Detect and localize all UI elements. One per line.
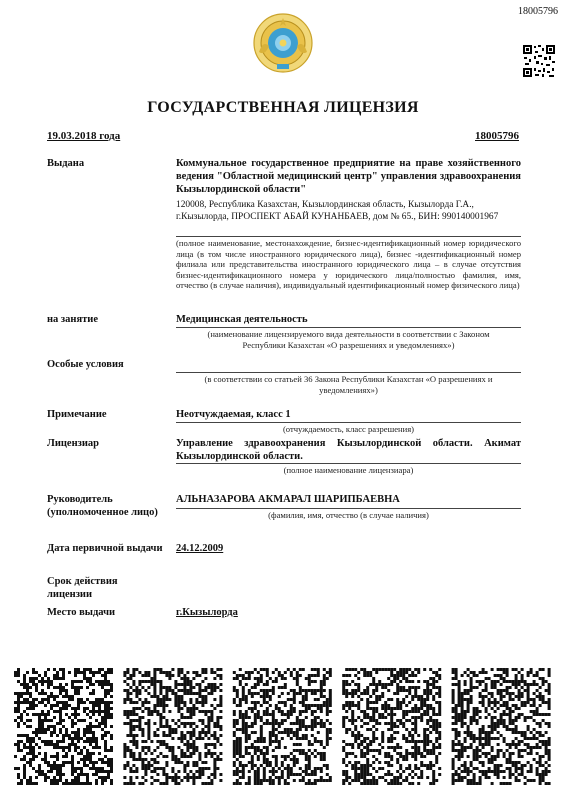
activity-label: на занятие — [47, 314, 98, 325]
licensor-hint: (полное наименование лицензиара) — [283, 465, 414, 475]
divider — [176, 236, 521, 237]
divider — [176, 327, 521, 328]
activity-hint: (наименование лицензируемого вида деятельности в соответствии с Законом Республики Казахстан «О разрешениях и уведомлениях») — [207, 329, 490, 350]
activity-value: Медицинская деятельность — [176, 314, 308, 325]
head-value: АЛЬНАЗАРОВА АКМАРАЛ ШАРИПБАЕВНА — [176, 494, 400, 505]
issued-to-hint: (полное наименование, местонахождение, бизнес-идентификационный номер юридического лица (в том числе иностранного юридического лица), бизнес -идентификационный номер филиала или представительства иностранного юридического лица – в случае отсутствия бизнес-идентификационного номера у юридического лица/полностью фамилия, имя, отчество (в случае наличия), индивидуальный идентификационный номер физического лица) — [176, 238, 521, 290]
validity-label-sub: лицензии — [47, 589, 93, 600]
license-number: 18005796 — [475, 130, 519, 142]
2d-barcode-icon — [233, 668, 332, 785]
divider — [176, 372, 521, 373]
qr-code-icon — [522, 44, 556, 78]
first-issue-value: 24.12.2009 — [176, 543, 224, 554]
special-conditions-hint: (в соответствии со статьей 36 Закона Республики Казахстан «О разрешениях и уведомлениях») — [204, 374, 493, 395]
head-hint: (фамилия, имя, отчество (в случае наличия) — [268, 510, 429, 520]
issued-to-organization: Коммунальное государственное предприятие на праве хозяйственного ведения "Областной медицинский центр" управления здравоохранения Кызылординской области" — [176, 158, 521, 195]
note-label: Примечание — [47, 409, 107, 420]
head-label-sub: (уполномоченное лицо) — [47, 507, 158, 518]
note-value: Неотчуждаемая, класс 1 — [176, 409, 291, 420]
issued-to-address: 120008, Республика Казахстан, Кызылординская область, Кызылорда Г.А., г.Кызылорда, ПРОСПЕКТ АБАЙ КУНАНБАЕВ, дом № 65., БИН: 990140001967 — [176, 200, 499, 222]
2d-barcode-icon — [342, 668, 441, 785]
2d-barcode-icon — [123, 668, 222, 785]
document-number-top: 18005796 — [518, 6, 558, 17]
divider — [176, 463, 521, 464]
2d-barcode-icon — [452, 668, 551, 785]
special-conditions-label: Особые условия — [47, 359, 124, 370]
2d-barcode-icon — [14, 668, 113, 785]
document-title: ГОСУДАРСТВЕННАЯ ЛИЦЕНЗИЯ — [147, 99, 419, 116]
issued-to-label: Выдана — [47, 158, 85, 169]
issue-date: 19.03.2018 года — [47, 130, 121, 142]
head-label: Руководитель — [47, 494, 113, 505]
barcode-strip — [14, 668, 552, 788]
place-value: г.Кызылорда — [176, 607, 238, 618]
place-label: Место выдачи — [47, 607, 116, 618]
divider — [176, 508, 521, 509]
licensor-value: Управление здравоохранения Кызылординской области. Акимат Кызылординской области. — [176, 438, 521, 462]
state-emblem-icon — [253, 12, 313, 74]
divider — [176, 422, 521, 423]
first-issue-label: Дата первичной выдачи — [47, 543, 163, 554]
licensor-label: Лицензиар — [47, 438, 99, 449]
note-hint: (отчуждаемость, класс разрешения) — [282, 424, 415, 434]
validity-label: Срок действия — [47, 576, 118, 587]
